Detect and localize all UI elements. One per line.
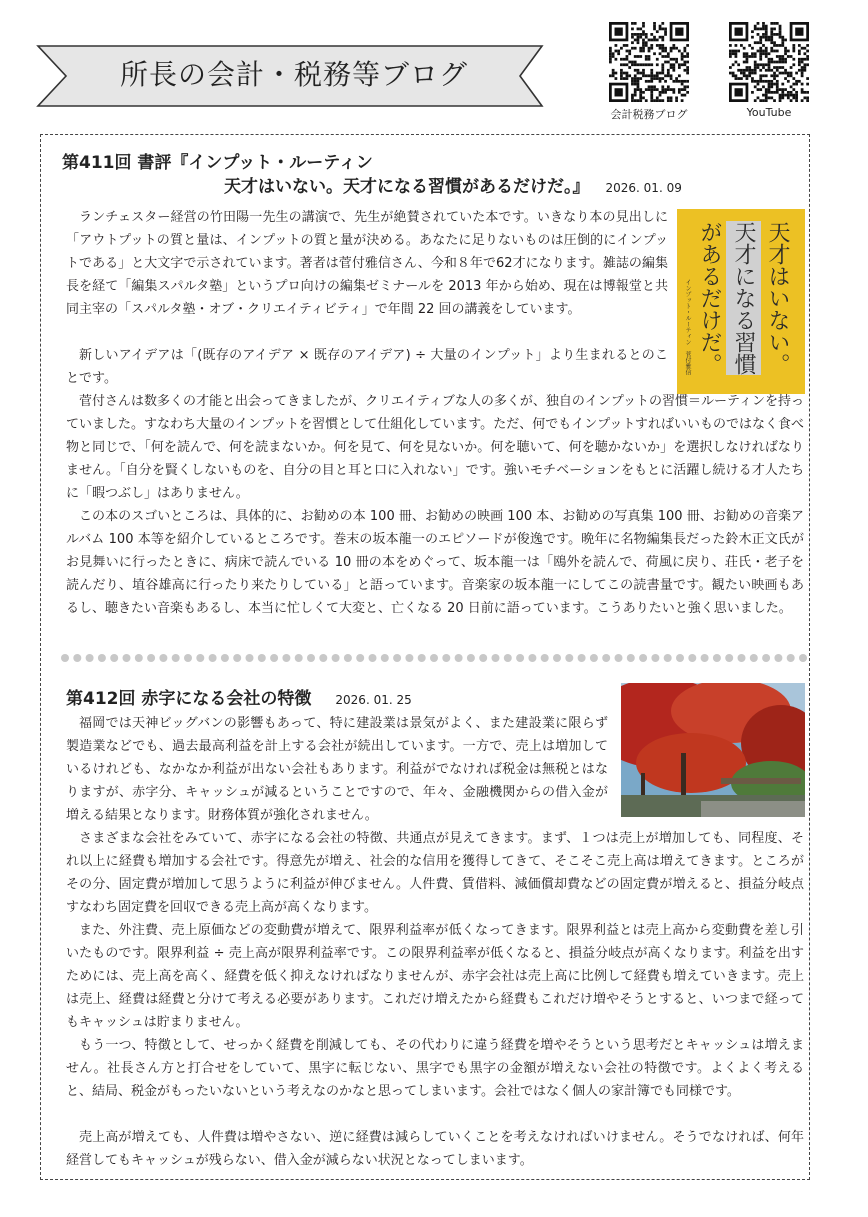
article1-paragraph-2: 新しいアイデアは「(既存のアイデア × 既存のアイデア) ÷ 大量のインプット」より生まれるとのことです。 [66,348,668,386]
autumn-maple-photo [621,683,805,817]
header-banner [34,44,554,108]
qr-blog-label: 会計税務ブログ [610,108,688,121]
article1-title-line2-text: 天才はいない。天才になる習慣があるだけだ。』 [224,177,590,197]
article2-date: 2026. 01. 25 [335,693,412,707]
article2-paragraph-2: さまざまな会社をみていて、赤字になる会社の特徴、共通点が見えてきます。まず、１つは売上が増加しても、同程度、それ以上に経費も増加する会社です。得意先が増え、社会的な信用を獲得してきて、そこそこ売上高は増えてきます。ところがその分、固定費が増加して思うように利益が伸びません。人件費、賃借料、減価償却費などの固定費が増えると、損益分岐点すなわち固定費を回収できる売上高が高くなります。 [66,831,804,915]
article2-paragraph-1: 福岡では天神ビッグバンの影響もあって、特に建設業は景気がよく、また建設業に限らず製造業などでも、過去最高利益を計上する会社が続出しています。一方で、売上は増加しているけれども、なかなか利益が出ない会社もあります。利益がでなければ税金は無税とはなりますが、赤字分、キャッシュが減るということですので、年々、金融機関からの借入金が増える結果となります。財務体質が強化されません。 [66,716,608,823]
blog-title: 所長の会計・税務等ブログ [119,58,468,91]
book-cover [677,209,805,394]
article1-date: 2026. 01. 09 [605,181,682,195]
article2-title-text: 第412回 赤字になる会社の特徴 [66,689,312,709]
article2-paragraph-4: もう一つ、特徴として、せっかく経費を削減しても、その代わりに違う経費を増やそうという思考だとキャッシュは増えません。社長さん方と打合せをしていて、黒字に転じない、黒字でも黒字の金額が増えない会社の特徴です。よくよく考えると、結局、税金がもったいないという考えなのかなと思ってしまいます。会社ではなく個人の家計簿でも同様です。 [66,1038,804,1099]
article1-paragraph-3: 菅付さんは数多くの才能と出会ってきましたが、クリエイティブな人の多くが、独自のインプットの習慣＝ルーティンを持っていました。すなわち大量のインプットを習慣として仕組化しています。ただ、何でもインプットすればいいものではなく食べ物と同じで、「何を読んで、何を読まないか。何を見て、何を見ないか。何を聴いて、何を聴かないか」を選択しなければなりません。「自分を賢くしないものを、自分の目と耳と口に入れない」です。強いモチベーションをもとに活躍し続ける才人たちに「暇つぶし」はありません。 [66,394,804,501]
book-cover-text-2: 天才になる習慣 [726,221,761,375]
article1-title-line2 [224,172,682,197]
qr-blog[interactable] [604,22,694,122]
article1-paragraph-1: ランチェスター経営の竹田陽一先生の講演で、先生が絶賛されていた本です。いきなり本の見出しに「アウトプットの質と量は、インプットの質と量が決める。あなたに足りないものは圧倒的にインプットである」と大文字で示されています。著者は菅付雅信さん、今和８年で62才になります。雑誌の編集長を経て「編集スパルタ塾」というプロ向けの編集ゼミナールを 2013 年から始め、現在は博報堂と共同主宰の「スパルタ塾・オブ・クリエイティビティ」で年間 22 回の講義をしています。 [66,210,668,317]
qr-code-icon [609,22,689,102]
article1-paragraph-4: この本のスゴいところは、具体的に、お勧めの本 100 冊、お勧めの映画 100 本、お勧めの写真集 100 冊、お勧めの音楽アルバム 100 本等を紹介しているところです。巻末の坂本龍一のエピソードが俊逸です。晩年に名物編集長だった鈴木正文氏がお見舞いに行ったときに、病床で読んでいる 10 冊の本をめぐって、坂本龍一は「鴎外を読んで、荷風に戻り、荘氏・老子を読んだり、埴谷雄高に行ったり来たりしている」と語っています。音楽家の坂本龍一にしてこの読書量です。観たい映画もあるし、聴きたい音楽もあるし、本当に忙しくて大変と、亡くなる 20 日前に語っています。こうありたいと強く思いました。 [66,509,804,616]
article2-title [66,684,412,709]
book-cover-text-3: があるだけだ。 [697,221,722,375]
dotted-divider [60,653,808,663]
article2-paragraph-3: また、外注費、売上原価などの変動費が増えて、限界利益率が低くなってきます。限界利益とは売上高から変動費を差し引いたものです。限界利益 ÷ 売上高が限界利益率です。この限界利益率が低くなると、損益分岐点が高くなります。利益を出すためには、売上高を高く、経費を低く抑えなければなりませんが、赤字会社は売上高に比例して経費も増えていきます。売上は売上、経費は経費と分けて考える必要があります。これだけ増えたから経費もこれだけ増やそうとすると、いつまで経ってもキャッシュは貯まりません。 [66,923,804,1030]
qr-code-icon [729,22,809,102]
book-cover-small-text: インプット・ルーティン 菅付雅信 [684,279,691,375]
qr-youtube-label: YouTube [746,106,792,119]
book-cover-text-1: 天才はいない。 [765,221,790,375]
qr-youtube[interactable] [724,22,814,119]
article1-title-line1: 第411回 書評『インプット・ルーティン [62,153,373,173]
article2-paragraph-5: 売上高が増えても、人件費は増やさない、逆に経費は減らしていくことを考えなければいけません。そうでなければ、何年経営してもキャッシュが残らない、借入金が減らない状況となってしまいます。 [66,1130,804,1168]
